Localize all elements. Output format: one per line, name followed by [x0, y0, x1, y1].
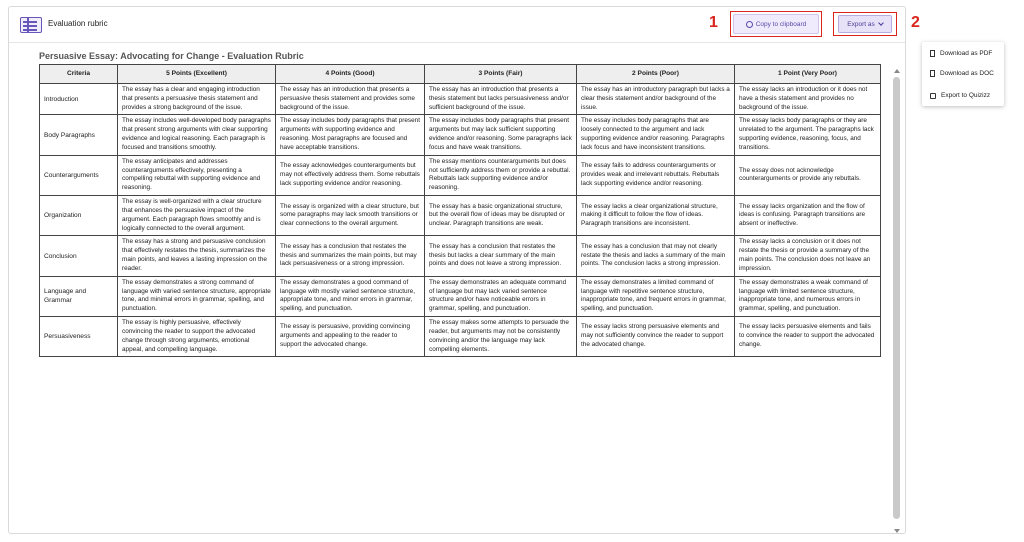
- score-cell: The essay has a conclusion that may not clearly restate the thesis and lacks a summary of the main points. The conclusion lacks a strong impression.: [577, 236, 735, 276]
- annotation-marker-2: 2: [911, 14, 920, 31]
- export-dropdown-menu: [922, 42, 1004, 106]
- score-cell: The essay acknowledges counterarguments but may not effectively address them. Some rebuttals lack supporting evidence and/or reasoning.: [276, 155, 425, 195]
- score-cell: The essay anticipates and addresses counterarguments effectively, presenting a compelling rebuttal with supporting evidence and reasoning.: [118, 155, 276, 195]
- vertical-scrollbar[interactable]: [892, 69, 902, 533]
- column-header: 2 Points (Poor): [577, 65, 735, 84]
- criteria-cell: Body Paragraphs: [40, 115, 118, 155]
- annotation-marker-1: 1: [709, 14, 718, 31]
- score-cell: The essay includes body paragraphs that present arguments with supporting evidence and reasoning. Most paragraphs are focused and have acceptable transitions.: [276, 115, 425, 155]
- criteria-cell: Counterarguments: [40, 155, 118, 195]
- table-row: [40, 196, 881, 236]
- score-cell: The essay lacks body paragraphs or they are unrelated to the argument. The paragraphs lack supporting evidence, reasoning, focus, and transitions.: [735, 115, 881, 155]
- export-button-label: Export as: [847, 20, 875, 28]
- score-cell: The essay demonstrates an adequate command of language but may lack varied sentence structure and/or have noticeable errors in grammar, spelling, and punctuation.: [425, 276, 577, 316]
- rubric-title: Persuasive Essay: Advocating for Change - Evaluation Rubric: [39, 51, 304, 61]
- menu-item-download-pdf[interactable]: [930, 50, 992, 57]
- table-row: [40, 115, 881, 155]
- menu-item-download-doc[interactable]: [930, 70, 994, 77]
- score-cell: The essay has a clear and engaging introduction that presents a persuasive thesis statement and provides a strong background of the issue.: [118, 84, 276, 115]
- table-row: [40, 276, 881, 316]
- score-cell: The essay demonstrates a limited command of language with repetitive sentence structure, inappropriate tone, and frequent errors in grammar, spelling, and punctuation.: [577, 276, 735, 316]
- rubric-panel: [8, 6, 906, 534]
- score-cell: The essay has an introduction that presents a persuasive thesis statement and provides some background of the issue.: [276, 84, 425, 115]
- column-header: Criteria: [40, 65, 118, 84]
- highlight-box-export: [833, 12, 897, 36]
- column-header: 5 Points (Excellent): [118, 65, 276, 84]
- score-cell: The essay lacks strong persuasive elements and may not sufficiently convince the reader to support the advocated change.: [577, 317, 735, 357]
- menu-item-label: Export to Quizizz: [941, 92, 991, 99]
- score-cell: The essay does not acknowledge counterarguments or provide any rebuttals.: [735, 155, 881, 195]
- score-cell: The essay has a strong and persuasive conclusion that effectively restates the thesis, summarizes the main points, and leaves a lasting impression on the reader.: [118, 236, 276, 276]
- menu-item-label: Download as PDF: [940, 50, 993, 57]
- score-cell: The essay is organized with a clear structure, but some paragraphs may lack smooth transitions or clear connections to the overall argument.: [276, 196, 425, 236]
- copy-button-label: Copy to clipboard: [755, 20, 807, 28]
- score-cell: The essay lacks a clear organizational structure, making it difficult to follow the flow of ideas. Paragraph transitions are inconsistent.: [577, 196, 735, 236]
- document-icon: [930, 50, 935, 57]
- table-row: [40, 317, 881, 357]
- score-cell: The essay has an introduction that presents a thesis statement but lacks persuasiveness and/or sufficient background of the issue.: [425, 84, 577, 115]
- menu-item-export-quizizz[interactable]: [930, 92, 990, 99]
- rubric-table: [39, 64, 881, 357]
- table-row: [40, 155, 881, 195]
- column-header: 4 Points (Good): [276, 65, 425, 84]
- score-cell: The essay has a conclusion that restates the thesis and summarizes the main points, but may lack persuasiveness or a strong impression.: [276, 236, 425, 276]
- score-cell: The essay lacks a conclusion or it does not restate the thesis or provide a summary of the main points. The conclusion does not leave an impression.: [735, 236, 881, 276]
- score-cell: The essay is well-organized with a clear structure that enhances the persuasive impact of the argument. Each paragraph flows smoothly and is logically connected to the overall argument.: [118, 196, 276, 236]
- score-cell: The essay demonstrates a good command of language with mostly varied sentence structure, appropriate tone, and minor errors in grammar, spelling, and punctuation.: [276, 276, 425, 316]
- score-cell: The essay lacks an introduction or it does not have a thesis statement and provides no background of the issue.: [735, 84, 881, 115]
- score-cell: The essay lacks organization and the flow of ideas is confusing. Paragraph transitions are absent or ineffective.: [735, 196, 881, 236]
- criteria-cell: Introduction: [40, 84, 118, 115]
- score-cell: The essay includes body paragraphs that present arguments but may lack sufficient supporting evidence and/or reasoning. Some paragraphs lack focus and have weak transitions.: [425, 115, 577, 155]
- criteria-cell: Language and Grammar: [40, 276, 118, 316]
- table-header-row: [40, 65, 881, 84]
- page-title: Evaluation rubric: [48, 19, 108, 28]
- column-header: 1 Point (Very Poor): [735, 65, 881, 84]
- document-icon: [930, 70, 935, 77]
- external-link-icon: [930, 93, 936, 99]
- table-row: [40, 84, 881, 115]
- score-cell: The essay includes body paragraphs that are loosely connected to the argument and lack supporting evidence and/or reasoning. Paragraphs lack focus and have inconsistent transitions.: [577, 115, 735, 155]
- score-cell: The essay has a conclusion that restates the thesis but lacks a clear summary of the main points and does not leave a strong impression.: [425, 236, 577, 276]
- criteria-cell: Organization: [40, 196, 118, 236]
- score-cell: The essay is highly persuasive, effectively convincing the reader to support the advocated change through strong arguments, emotional appeal, and compelling language.: [118, 317, 276, 357]
- rubric-icon: [20, 17, 42, 33]
- highlight-box-copy: [730, 11, 822, 37]
- criteria-cell: Conclusion: [40, 236, 118, 276]
- score-cell: The essay has an introductory paragraph but lacks a clear thesis statement and/or background of the issue.: [577, 84, 735, 115]
- score-cell: The essay lacks persuasive elements and fails to convince the reader to support the advocated change.: [735, 317, 881, 357]
- scroll-thumb[interactable]: [893, 77, 900, 519]
- score-cell: The essay makes some attempts to persuade the reader, but arguments may not be consistently convincing and/or the language may lack compelling elements.: [425, 317, 577, 357]
- score-cell: The essay has a basic organizational structure, but the overall flow of ideas may be disrupted or unclear. Paragraph transitions are weak.: [425, 196, 577, 236]
- score-cell: The essay demonstrates a strong command of language with varied sentence structure, appropriate tone, and minimal errors in grammar, spelling, and punctuation.: [118, 276, 276, 316]
- score-cell: The essay mentions counterarguments but does not sufficiently address them or provide a rebuttal. Rebuttals lack supporting evidence and/or reasoning.: [425, 155, 577, 195]
- score-cell: The essay demonstrates a weak command of language with limited sentence structure, inappropriate tone, and numerous errors in grammar, spelling, and punctuation.: [735, 276, 881, 316]
- criteria-cell: Persuasiveness: [40, 317, 118, 357]
- score-cell: The essay is persuasive, providing convincing arguments and appealing to the reader to support the advocated change.: [276, 317, 425, 357]
- scroll-down-icon[interactable]: [894, 529, 900, 533]
- scroll-up-icon[interactable]: [894, 69, 900, 73]
- table-row: [40, 236, 881, 276]
- score-cell: The essay includes well-developed body paragraphs that present strong arguments with clear supporting evidence and logical reasoning. Each paragraph is focused and transitions smoothly.: [118, 115, 276, 155]
- score-cell: The essay fails to address counterarguments or provides weak and irrelevant rebuttals. Rebuttals lack supporting evidence and/or reasoning.: [577, 155, 735, 195]
- column-header: 3 Points (Fair): [425, 65, 577, 84]
- menu-item-label: Download as DOC: [940, 70, 994, 77]
